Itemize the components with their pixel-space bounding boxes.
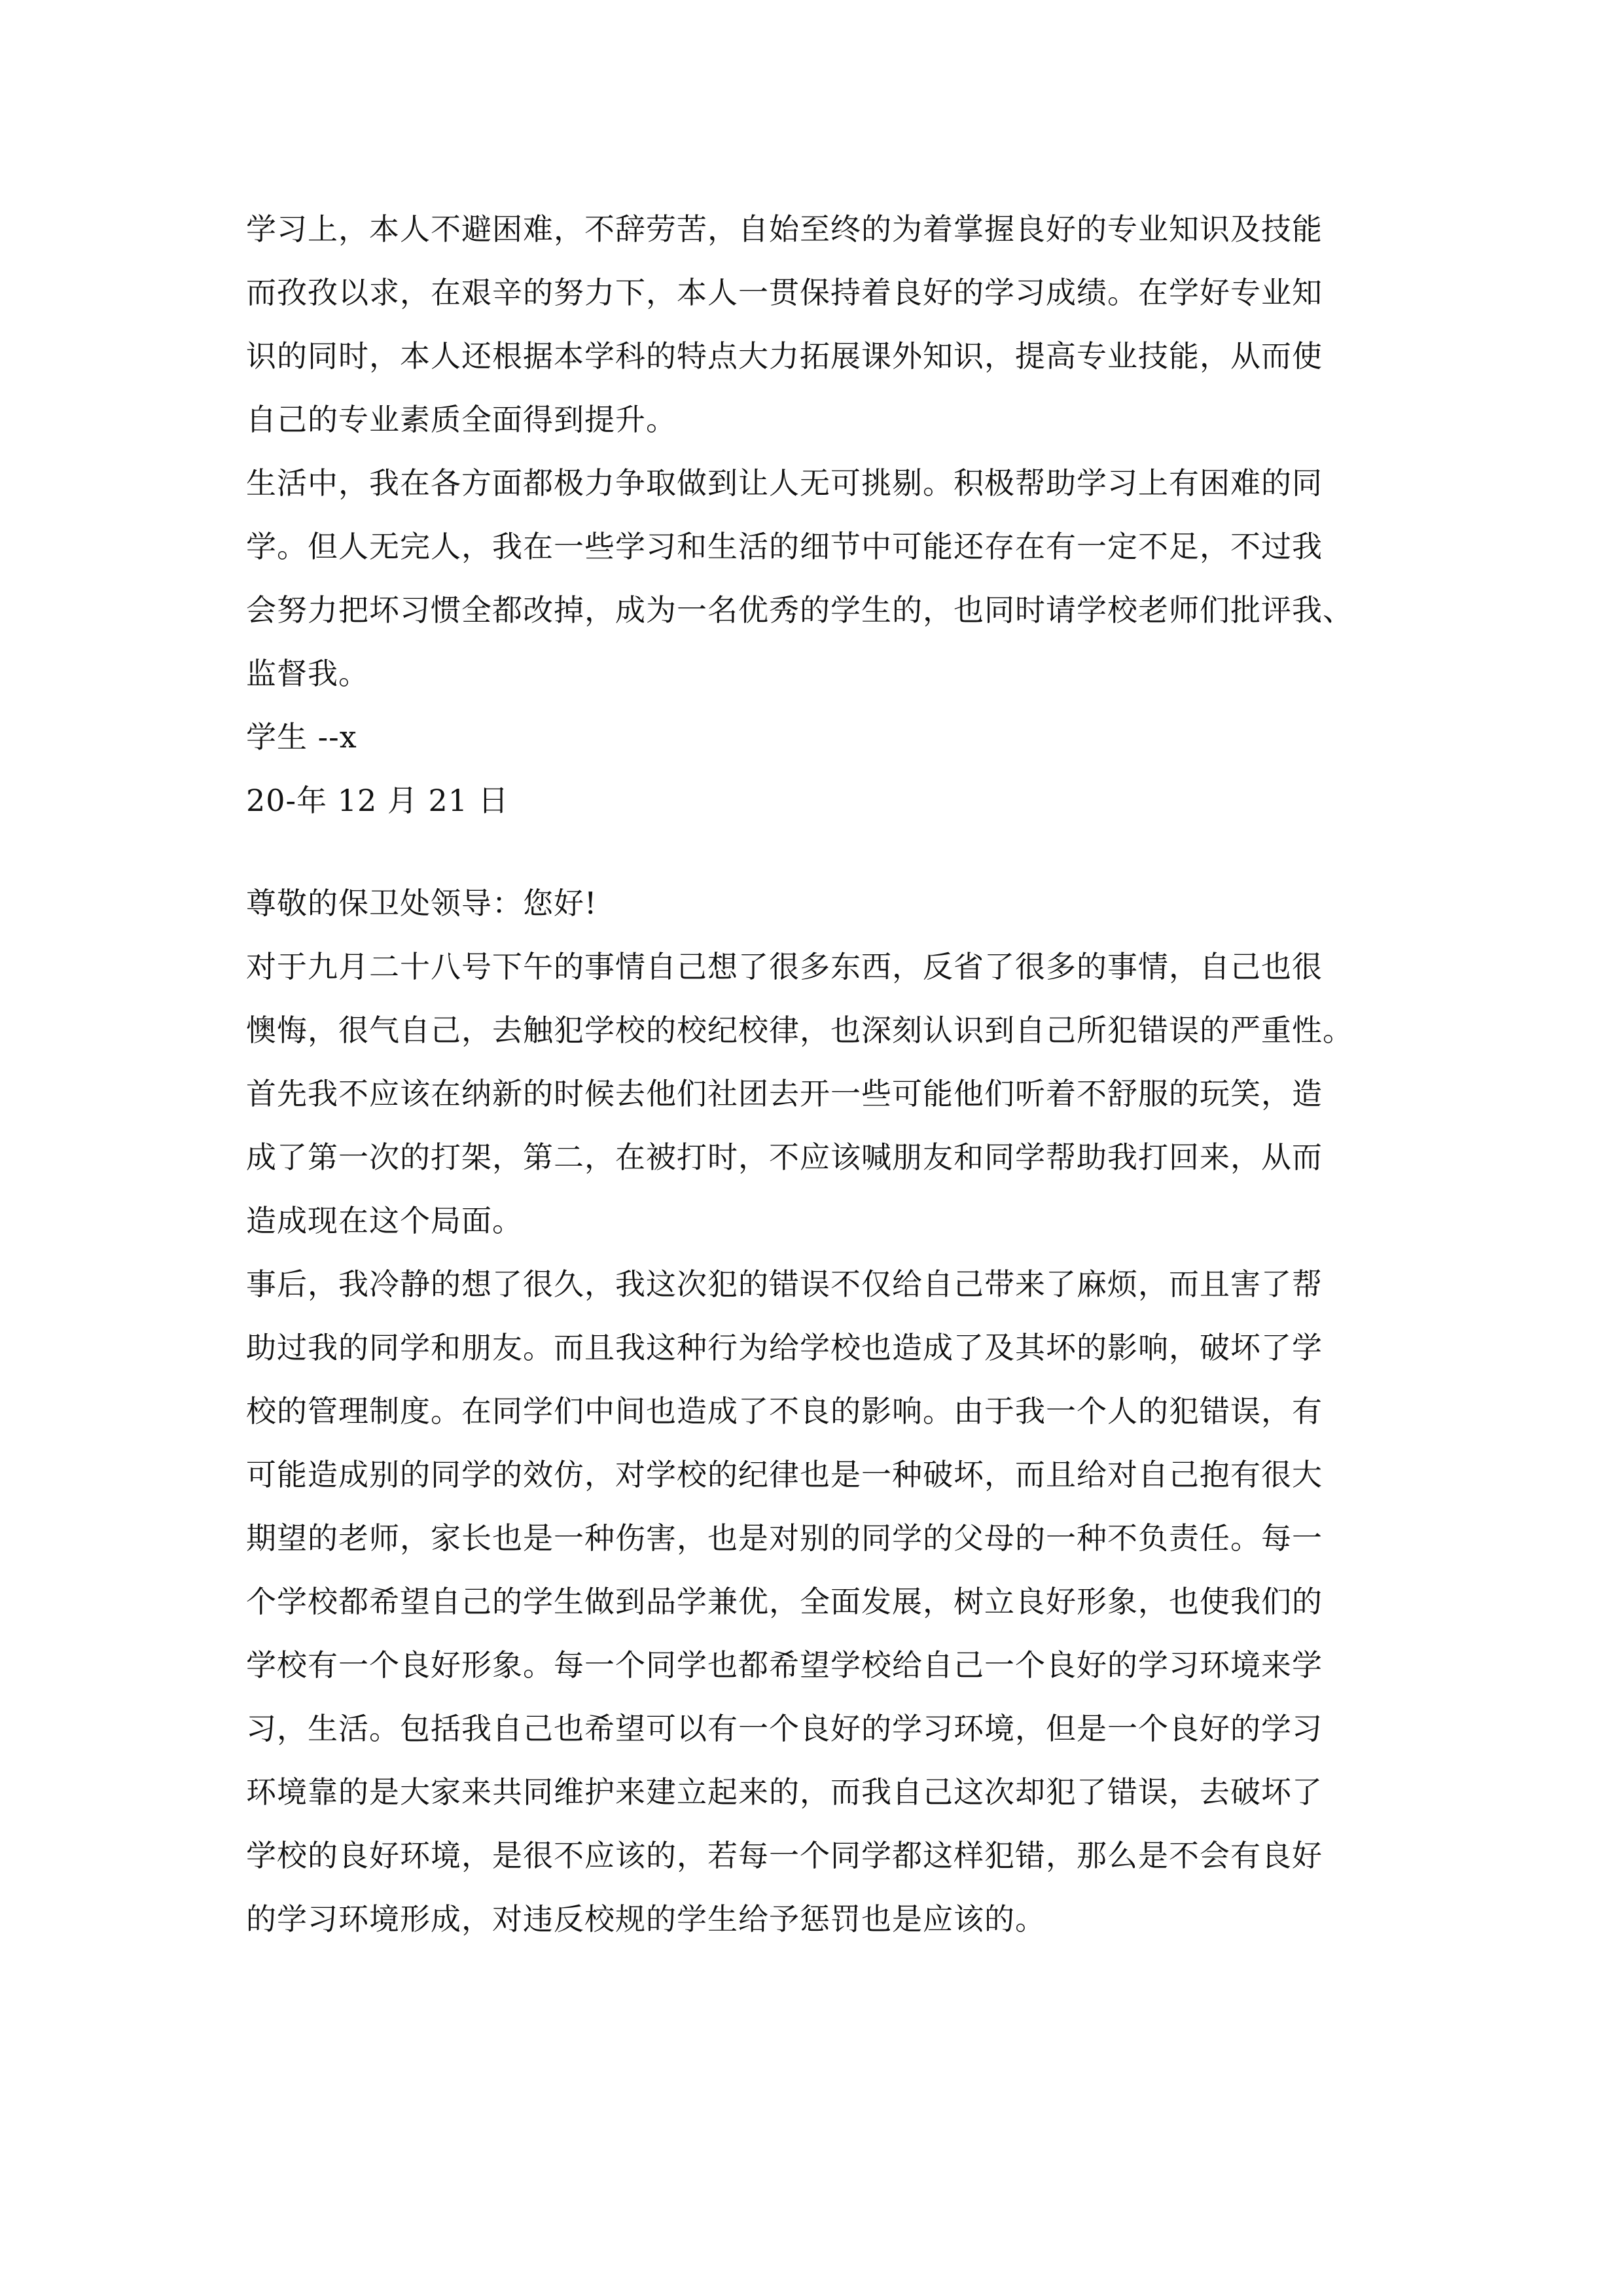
paragraph-study <box>246 198 1388 452</box>
text-line: 的学习环境形成，对违反校规的学生给予惩罚也是应该的。 <box>246 1901 1046 1937</box>
text-line: 成了第一次的打架，第二，在被打时，不应该喊朋友和同学帮助我打回来，从而 <box>246 1139 1323 1175</box>
text-line: 造成现在这个局面。 <box>246 1203 523 1238</box>
text-line: 期望的老师，家长也是一种伤害，也是对别的同学的父母的一种不负责任。每一 <box>246 1520 1323 1556</box>
section-one <box>246 198 1388 833</box>
text-line: 自己的专业素质全面得到提升。 <box>246 402 677 437</box>
text-line: 对于九月二十八号下午的事情自己想了很多东西，反省了很多的事情，自己也很 <box>246 949 1323 984</box>
signature: 学生 --x <box>246 719 357 755</box>
text-line: 而孜孜以求，在艰辛的努力下，本人一贯保持着良好的学习成绩。在学好专业知 <box>246 275 1323 310</box>
paragraph-reflection <box>246 1253 1388 1951</box>
text-line: 学校的良好环境，是很不应该的，若每一个同学都这样犯错，那么是不会有良好 <box>246 1838 1323 1873</box>
salutation: 尊敬的保卫处领导：您好! <box>246 886 597 921</box>
text-line: 监督我。 <box>246 656 369 691</box>
text-line: 习，生活。包括我自己也希望可以有一个良好的学习环境，但是一个良好的学习 <box>246 1711 1323 1746</box>
text-line: 学习上，本人不避困难，不辞劳苦，自始至终的为着掌握良好的专业知识及技能 <box>246 211 1323 247</box>
text-line: 环境靠的是大家来共同维护来建立起来的，而我自己这次却犯了错误，去破坏了 <box>246 1774 1323 1810</box>
paragraph-incident <box>246 935 1388 1253</box>
text-line: 事后，我冷静的想了很久，我这次犯的错误不仅给自己带来了麻烦，而且害了帮 <box>246 1266 1323 1302</box>
text-line: 个学校都希望自己的学生做到品学兼优，全面发展，树立良好形象，也使我们的 <box>246 1584 1323 1619</box>
text-line: 首先我不应该在纳新的时候去他们社团去开一些可能他们听着不舒服的玩笑，造 <box>246 1076 1323 1111</box>
text-line: 学。但人无完人，我在一些学习和生活的细节中可能还存在有一定不足，不过我 <box>246 529 1323 564</box>
text-line: 识的同时，本人还根据本学科的特点大力拓展课外知识，提高专业技能，从而使 <box>246 338 1323 374</box>
date: 20-年 12 月 21 日 <box>246 783 509 818</box>
text-line: 会努力把坏习惯全都改掉，成为一名优秀的学生的，也同时请学校老师们批评我、 <box>246 592 1353 628</box>
text-line: 校的管理制度。在同学们中间也造成了不良的影响。由于我一个人的犯错误，有 <box>246 1393 1323 1429</box>
section-two <box>246 872 1388 1951</box>
text-line: 懊悔，很气自己，去触犯学校的校纪校律，也深刻认识到自己所犯错误的严重性。 <box>246 1013 1353 1048</box>
text-line: 生活中，我在各方面都极力争取做到让人无可挑剔。积极帮助学习上有困难的同 <box>246 465 1323 501</box>
text-line: 可能造成别的同学的效仿，对学校的纪律也是一种破坏，而且给对自己抱有很大 <box>246 1457 1323 1492</box>
text-line: 学校有一个良好形象。每一个同学也都希望学校给自己一个良好的学习环境来学 <box>246 1647 1323 1683</box>
paragraph-life <box>246 452 1388 706</box>
text-line: 助过我的同学和朋友。而且我这种行为给学校也造成了及其坏的影响，破坏了学 <box>246 1330 1323 1365</box>
